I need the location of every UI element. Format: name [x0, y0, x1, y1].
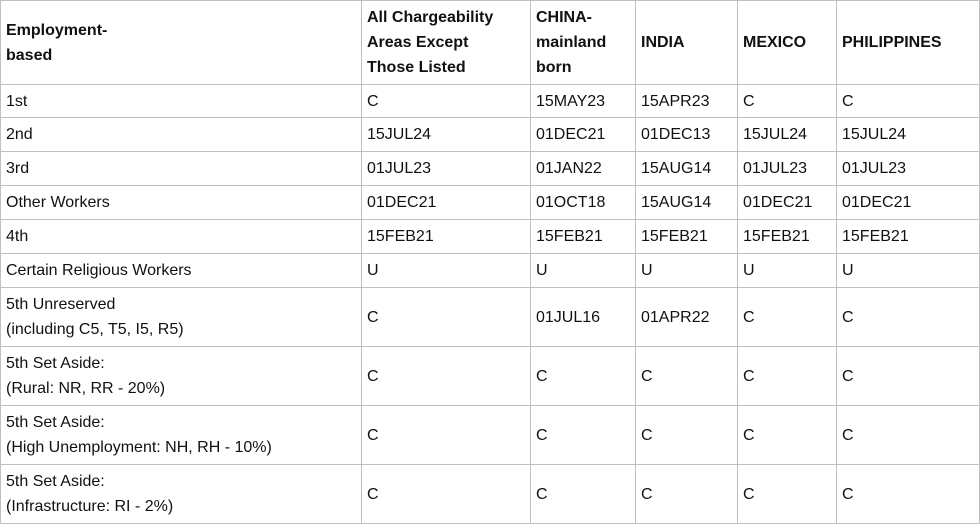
header-india: INDIA	[636, 1, 738, 85]
table-row	[1, 152, 980, 186]
row-label: 5th Set Aside: (High Unemployment: NH, RH - 10%)	[1, 406, 362, 465]
cell-all-areas: 15FEB21	[362, 220, 531, 254]
cell-india: 01APR22	[636, 288, 738, 347]
cell-philippines: C	[837, 465, 980, 524]
cell-china: C	[531, 406, 636, 465]
cell-mexico: C	[738, 347, 837, 406]
cell-philippines: C	[837, 85, 980, 118]
cell-philippines: 15JUL24	[837, 118, 980, 152]
cell-india: 15AUG14	[636, 152, 738, 186]
row-label: 4th	[1, 220, 362, 254]
cell-philippines: 15FEB21	[837, 220, 980, 254]
cell-mexico: C	[738, 465, 837, 524]
header-philippines: PHILIPPINES	[837, 1, 980, 85]
cell-philippines: C	[837, 406, 980, 465]
cell-india: 15FEB21	[636, 220, 738, 254]
cell-mexico: C	[738, 85, 837, 118]
cell-all-areas: U	[362, 254, 531, 288]
cell-china: 01JAN22	[531, 152, 636, 186]
cell-mexico: U	[738, 254, 837, 288]
cell-india: 15APR23	[636, 85, 738, 118]
cell-all-areas: C	[362, 85, 531, 118]
cell-china: 01OCT18	[531, 186, 636, 220]
cell-china: 15MAY23	[531, 85, 636, 118]
cell-china: C	[531, 465, 636, 524]
table-row	[1, 347, 980, 406]
table-row	[1, 220, 980, 254]
cell-india: U	[636, 254, 738, 288]
cell-mexico: 01JUL23	[738, 152, 837, 186]
cell-mexico: 01DEC21	[738, 186, 837, 220]
header-row	[1, 1, 980, 85]
cell-india: 01DEC13	[636, 118, 738, 152]
cell-philippines: C	[837, 347, 980, 406]
cell-all-areas: 01DEC21	[362, 186, 531, 220]
cell-mexico: C	[738, 288, 837, 347]
row-label: 5th Set Aside: (Infrastructure: RI - 2%)	[1, 465, 362, 524]
row-label: 5th Unreserved (including C5, T5, I5, R5)	[1, 288, 362, 347]
cell-china: 01JUL16	[531, 288, 636, 347]
cell-india: 15AUG14	[636, 186, 738, 220]
cell-china: 15FEB21	[531, 220, 636, 254]
cell-india: C	[636, 347, 738, 406]
table-row	[1, 118, 980, 152]
cell-philippines: C	[837, 288, 980, 347]
header-category: Employment- based	[1, 1, 362, 85]
cell-all-areas: 15JUL24	[362, 118, 531, 152]
table-row	[1, 186, 980, 220]
cell-mexico: C	[738, 406, 837, 465]
table-row	[1, 465, 980, 524]
table-row	[1, 288, 980, 347]
row-label: 1st	[1, 85, 362, 118]
row-label: 2nd	[1, 118, 362, 152]
cell-all-areas: C	[362, 406, 531, 465]
header-mexico: MEXICO	[738, 1, 837, 85]
table-row	[1, 85, 980, 118]
row-label: 5th Set Aside: (Rural: NR, RR - 20%)	[1, 347, 362, 406]
cell-philippines: U	[837, 254, 980, 288]
cell-philippines: 01JUL23	[837, 152, 980, 186]
cell-mexico: 15JUL24	[738, 118, 837, 152]
cell-all-areas: C	[362, 465, 531, 524]
table-row	[1, 406, 980, 465]
cell-philippines: 01DEC21	[837, 186, 980, 220]
cell-india: C	[636, 465, 738, 524]
cell-all-areas: C	[362, 288, 531, 347]
table-row	[1, 254, 980, 288]
cell-china: 01DEC21	[531, 118, 636, 152]
header-all-chargeability: All Chargeability Areas Except Those Listed	[362, 1, 531, 85]
cell-all-areas: 01JUL23	[362, 152, 531, 186]
cell-china: C	[531, 347, 636, 406]
cell-all-areas: C	[362, 347, 531, 406]
row-label: 3rd	[1, 152, 362, 186]
cell-mexico: 15FEB21	[738, 220, 837, 254]
header-china: CHINA- mainland born	[531, 1, 636, 85]
cell-india: C	[636, 406, 738, 465]
row-label: Certain Religious Workers	[1, 254, 362, 288]
row-label: Other Workers	[1, 186, 362, 220]
cell-china: U	[531, 254, 636, 288]
